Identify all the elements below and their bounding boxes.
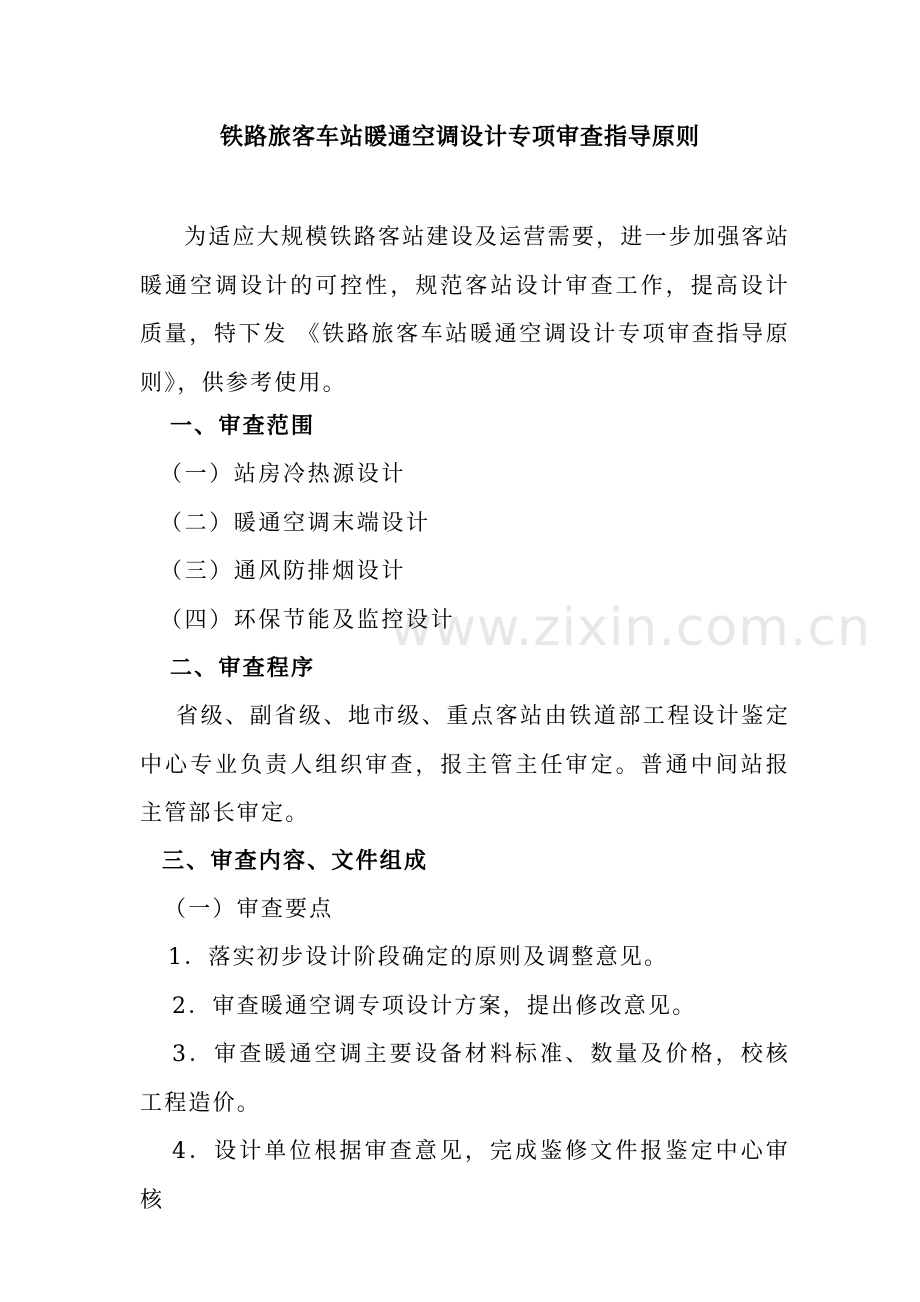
list-item: 3．审查暖通空调主要设备材料标准、数量及价格，校核工程造价。 xyxy=(140,1042,790,1116)
intro-block xyxy=(140,214,790,408)
list-item: 2．审查暖通空调专项设计方案，提出修改意见。 xyxy=(172,993,697,1019)
section-3-list xyxy=(140,934,790,1225)
section-1-heading: 一、审查范围 xyxy=(170,414,316,439)
section-2-paragraph: 省级、副省级、地市级、重点客站由铁道部工程设计鉴定中心专业负责人组织审查，报主管主任审定。普通中间站报主管部长审定。 xyxy=(140,704,790,826)
section-3-subheading: （一）审查要点 xyxy=(164,897,334,922)
section-3-heading-block xyxy=(162,838,812,887)
document-title: 铁路旅客车站暖通空调设计专项审查指导原则 xyxy=(220,124,700,150)
list-item: 4．设计单位根据审查意见，完成鉴修文件报鉴定中心审核 xyxy=(140,1139,790,1213)
list-item: （一）站房冷热源设计 xyxy=(160,462,407,487)
watermark: www.zixin.com.cn xyxy=(390,598,871,658)
list-item: （二）暖通空调末端设计 xyxy=(160,510,431,536)
list-item: （三）通风防排烟设计 xyxy=(160,559,407,584)
list-item: 1．落实初步设计阶段确定的原则及调整意见。 xyxy=(168,945,669,970)
section-1-heading-block xyxy=(170,403,820,452)
section-2-heading: 二、审查程序 xyxy=(170,656,316,681)
intro-paragraph: 为适应大规模铁路客站建设及运营需要，进一步加强客站暖通空调设计的可控性，规范客站设计审查工作，提高设计质量，特下发 《铁路旅客车站暖通空调设计专项审查指导原则》，供参考使用。 xyxy=(140,225,790,396)
section-3-heading: 三、审查内容、文件组成 xyxy=(162,849,429,874)
section-3-subheading-block xyxy=(164,886,814,935)
list-item: （四）环保节能及监控设计 xyxy=(160,607,456,633)
section-2-block xyxy=(140,693,790,839)
